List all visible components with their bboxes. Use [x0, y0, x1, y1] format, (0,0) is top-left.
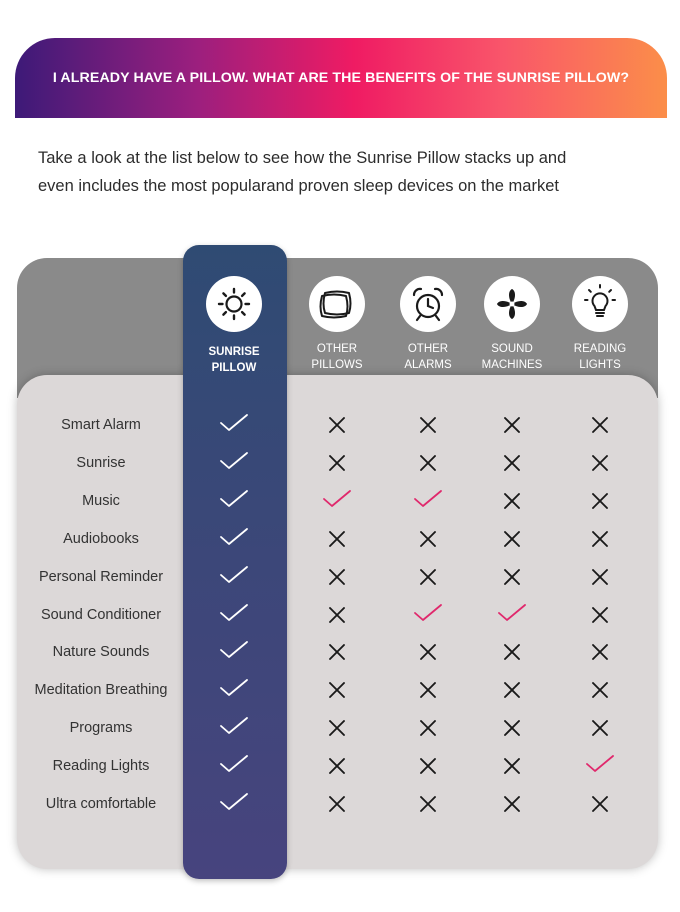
checkmark-icon	[585, 753, 615, 775]
cross-icon	[503, 643, 521, 661]
column-label-line: OTHER	[316, 343, 358, 355]
cross-icon	[328, 530, 346, 548]
intro-line-1: Take a look at the list below to see how the Sunrise Pillow stacks up and	[38, 149, 567, 167]
cross-icon	[503, 416, 521, 434]
feature-label: Meditation Breathing	[34, 682, 168, 699]
column-header-sunrise-pillow	[184, 276, 284, 376]
cross-icon	[503, 795, 521, 813]
checkmark-icon	[219, 412, 249, 434]
cross-icon	[419, 643, 437, 661]
cross-icon	[328, 568, 346, 586]
cross-icon	[328, 681, 346, 699]
column-label-line: PILLOWS	[311, 359, 363, 371]
feature-label: Nature Sounds	[52, 644, 150, 661]
column-header-reading-lights	[550, 276, 650, 373]
cross-icon	[419, 416, 437, 434]
column-header-other-pillows	[287, 276, 387, 373]
feature-label: Personal Reminder	[38, 568, 164, 585]
column-label-line: READING	[573, 343, 627, 355]
cross-icon	[328, 795, 346, 813]
cross-icon	[591, 643, 609, 661]
cross-icon	[328, 454, 346, 472]
checkmark-icon	[219, 639, 249, 661]
intro-text	[38, 144, 658, 200]
cross-icon	[419, 719, 437, 737]
column-label-line: SOUND	[491, 343, 533, 355]
feature-label: Music	[82, 492, 120, 509]
checkmark-icon	[413, 488, 443, 510]
checkmark-icon	[219, 602, 249, 624]
cross-icon	[328, 643, 346, 661]
checkmark-icon	[219, 791, 249, 813]
column-label-line: OTHER	[407, 343, 449, 355]
cross-icon	[591, 454, 609, 472]
banner-title: I ALREADY HAVE A PILLOW. WHAT ARE THE BENEFITS OF THE SUNRISE PILLOW?	[52, 70, 630, 86]
column-label-line: MACHINES	[481, 359, 543, 371]
column-label-line: SUNRISE	[208, 346, 260, 358]
cross-icon	[503, 454, 521, 472]
cross-icon	[503, 681, 521, 699]
column-header-sound-machines	[462, 276, 562, 373]
lightbulb-icon	[572, 276, 628, 332]
checkmark-icon	[219, 677, 249, 699]
cross-icon	[419, 530, 437, 548]
cross-icon	[591, 719, 609, 737]
feature-label: Ultra comfortable	[45, 796, 157, 812]
feature-label: Reading Lights	[52, 758, 150, 775]
column-label-line: ALARMS	[404, 359, 452, 371]
cross-icon	[591, 568, 609, 586]
checkmark-icon	[413, 602, 443, 624]
feature-label: Sound Conditioner	[40, 606, 162, 623]
column-label	[208, 344, 259, 376]
feature-label: Programs	[69, 720, 133, 737]
cross-icon	[328, 757, 346, 775]
feature-label: Sunrise	[76, 454, 126, 471]
fan-icon	[484, 276, 540, 332]
header-banner	[15, 38, 667, 118]
cross-icon	[328, 606, 346, 624]
column-label-line: LIGHTS	[579, 359, 621, 371]
checkmark-icon	[219, 715, 249, 737]
sun-icon	[206, 276, 262, 332]
alarm-clock-icon	[400, 276, 456, 332]
cross-icon	[503, 530, 521, 548]
column-label	[404, 341, 451, 373]
checkmark-icon	[219, 753, 249, 775]
checkmark-icon	[219, 450, 249, 472]
cross-icon	[591, 606, 609, 624]
checkmark-icon	[497, 602, 527, 624]
cross-icon	[419, 568, 437, 586]
cross-icon	[591, 795, 609, 813]
cross-icon	[591, 492, 609, 510]
checkmark-icon	[219, 488, 249, 510]
column-label	[482, 341, 543, 373]
pillow-icon	[309, 276, 365, 332]
intro-line-2: even includes the most popularand proven sleep devices on the market	[38, 177, 559, 195]
checkmark-icon	[322, 488, 352, 510]
checkmark-icon	[219, 564, 249, 586]
cross-icon	[591, 681, 609, 699]
cross-icon	[419, 757, 437, 775]
cross-icon	[503, 719, 521, 737]
column-label	[574, 341, 626, 373]
feature-label: Audiobooks	[63, 530, 139, 547]
cross-icon	[419, 681, 437, 699]
cross-icon	[503, 757, 521, 775]
checkmark-icon	[219, 526, 249, 548]
cross-icon	[419, 454, 437, 472]
cross-icon	[503, 568, 521, 586]
cross-icon	[591, 416, 609, 434]
cross-icon	[503, 492, 521, 510]
column-label-line: PILLOW	[211, 362, 257, 374]
cross-icon	[328, 416, 346, 434]
cross-icon	[419, 795, 437, 813]
cross-icon	[328, 719, 346, 737]
cross-icon	[591, 530, 609, 548]
column-label	[311, 341, 362, 373]
feature-label: Smart Alarm	[61, 417, 141, 433]
